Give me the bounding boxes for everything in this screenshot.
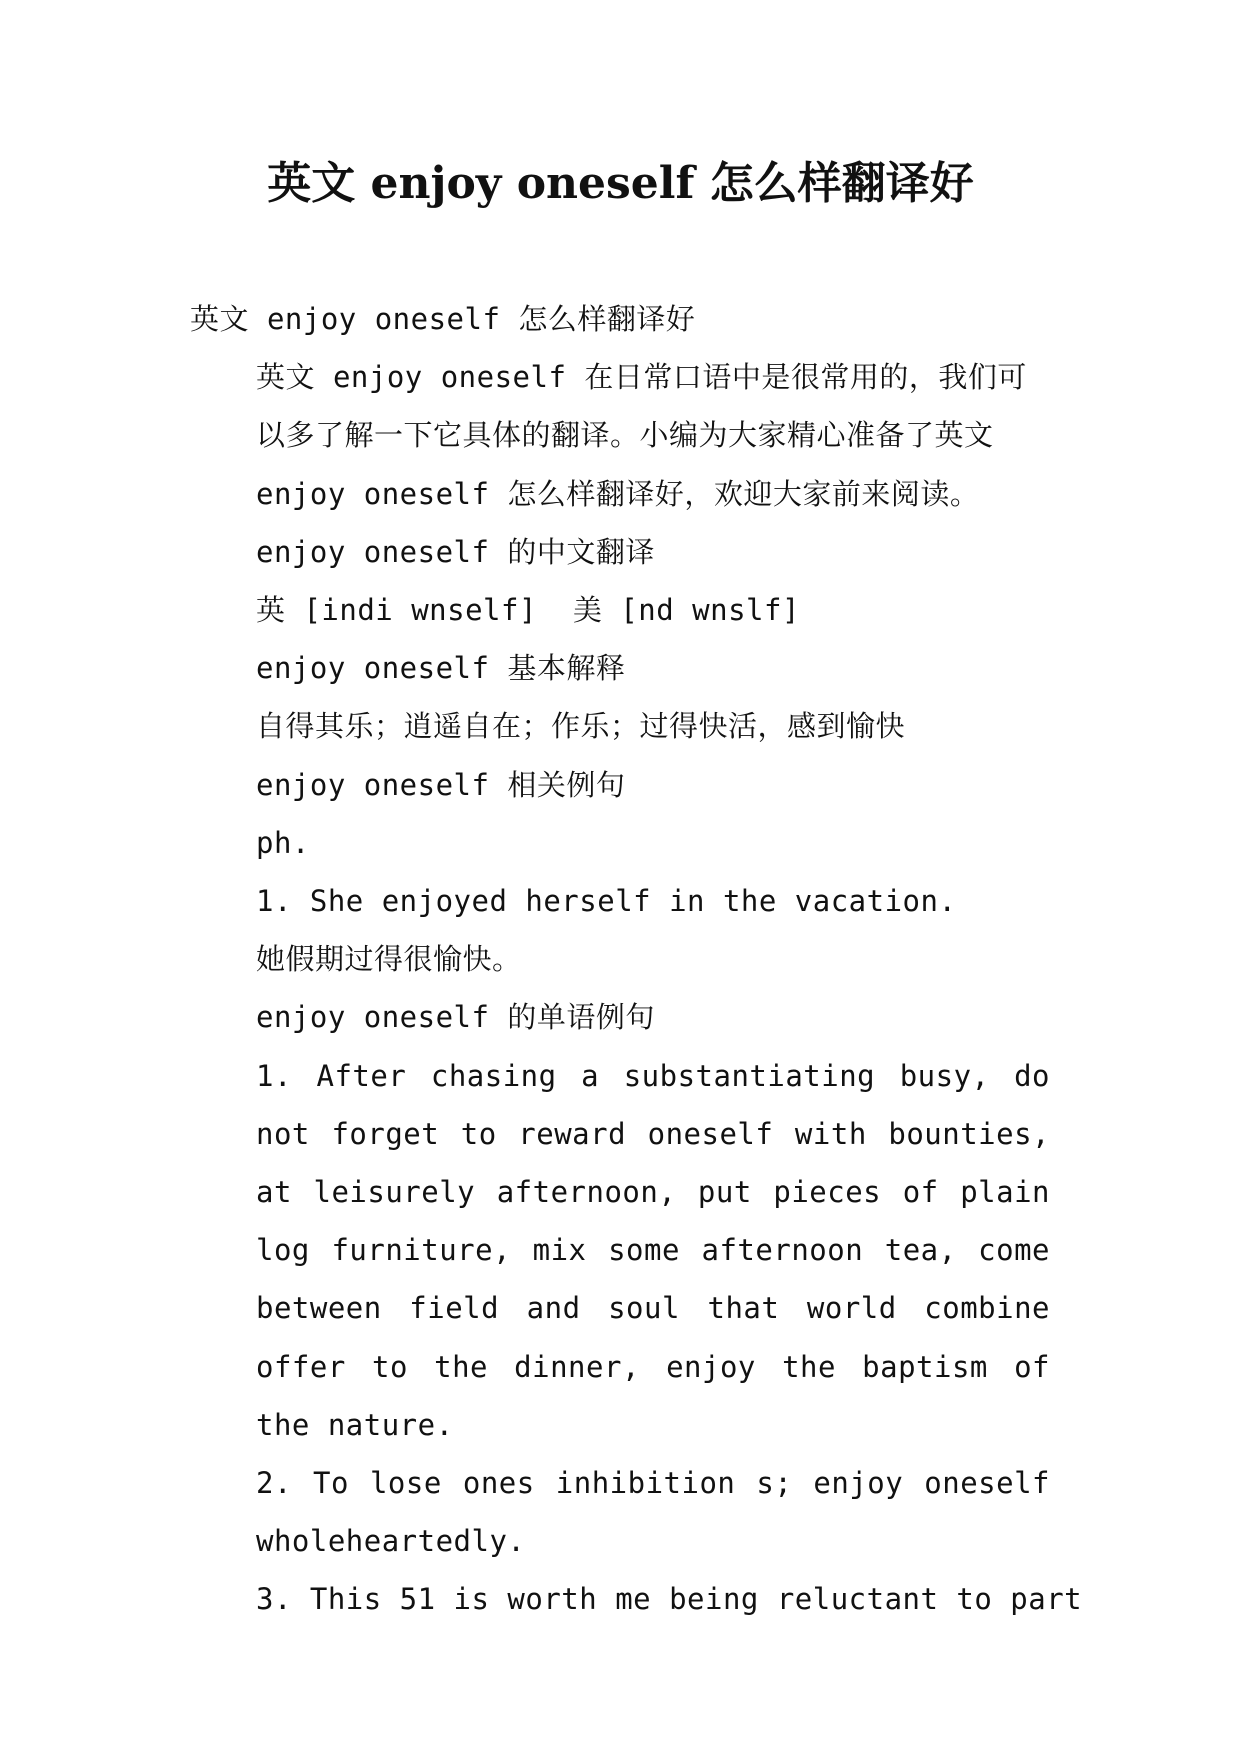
paragraph-monolingual-example-1: 1. After chasing a substantiating busy, do not forget to reward oneself with bounties, at leisurely afternoon, put pieces of plain log furniture, mix some afternoon tea, come between field and soul that world combine offer to the dinner, enjoy the baptism of the nature. xyxy=(256,1058,1050,1442)
paragraph-monolingual-example-3: 3. This 51 is worth me being reluctant to part xyxy=(256,1582,1083,1617)
paragraph-heading: 英文 enjoy oneself 怎么样翻译好 xyxy=(190,302,696,336)
paragraph-basic-explanation: 自得其乐；逍遥自在；作乐；过得快活，感到愉快 xyxy=(256,709,906,744)
paragraph-intro: 英文 enjoy oneself 在日常口语中是很常用的，我们可以多了解一下它具体的翻译。小编为大家精心准备了英文 enjoy oneself 怎么样翻译好，欢迎大家前来阅读。 xyxy=(256,360,1027,511)
paragraph-basic-explanation-heading: enjoy oneself 基本解释 xyxy=(256,651,626,686)
document-body xyxy=(190,290,1083,1629)
paragraph-example-1-english: 1. She enjoyed herself in the vacation. xyxy=(256,884,957,919)
paragraph-pronunciation: 英 [indi wnself] 美 [nd wnslf] xyxy=(256,593,800,628)
paragraph-related-examples-heading: enjoy oneself 相关例句 xyxy=(256,767,626,802)
document-title: 英文 enjoy oneself 怎么样翻译好 xyxy=(267,158,974,209)
paragraph-chinese-translation-heading: enjoy oneself 的中文翻译 xyxy=(256,534,655,569)
paragraph-monolingual-example-2: 2. To lose ones inhibition s; enjoy oneself wholeheartedly. xyxy=(256,1466,1050,1559)
paragraph-example-1-chinese: 她假期过得很愉快。 xyxy=(256,942,522,977)
paragraph-part-of-speech: ph. xyxy=(256,825,310,860)
paragraph-monolingual-examples-heading: enjoy oneself 的单语例句 xyxy=(256,1000,655,1035)
